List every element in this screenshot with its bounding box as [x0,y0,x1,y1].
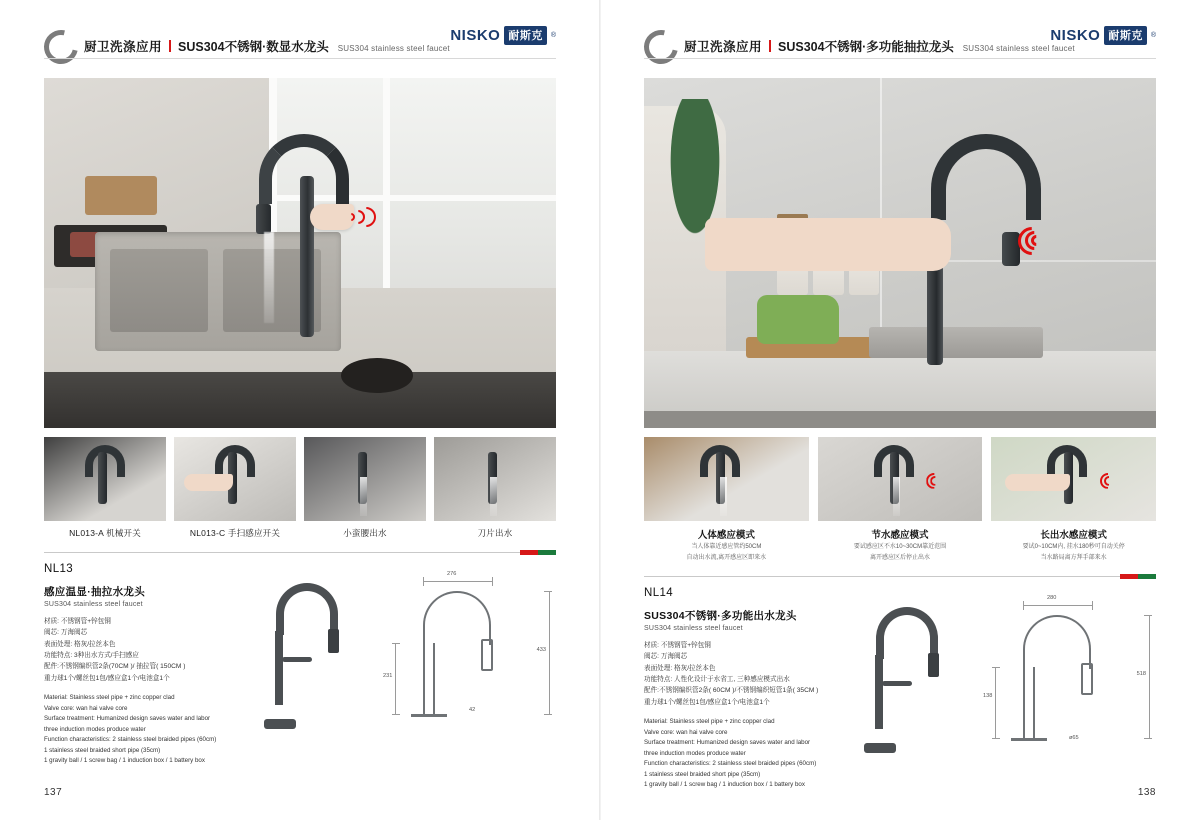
spec-list-en [644,717,840,791]
spec-list-cn [44,616,240,684]
header-divider-bar [769,40,771,52]
mode-desc-line: 自动出水流,离开感应区即来水 [686,555,767,561]
mode-desc-line: 要试0~10CM内, 挂水180秒可自动关停 [1022,544,1125,550]
mode-caption [991,527,1156,563]
mode-title: 节水感应模式 [871,530,929,541]
spec-line: 表面处理: 格灰/拉丝本色 [644,664,716,672]
mode-caption [644,527,809,563]
dimension-label-right: 433 [536,647,546,653]
spec-drawings-left [240,563,556,735]
header-model-en: SUS304 stainless steel faucet [962,43,1075,53]
pan-on-counter [341,358,413,393]
dimension-drawing [981,593,1156,755]
spec-line: 表面处理: 格灰/拉丝本色 [44,640,116,648]
color-flag [520,550,556,555]
spec-line: three induction modes produce water [644,749,746,757]
mode-item [991,437,1156,563]
user-hand [310,204,354,230]
mode-image [818,437,983,521]
cabinet-front [644,411,1156,429]
dimension-label-left: 231 [383,673,393,679]
thumbnail-image [44,437,166,521]
kitchen-cabinet [44,372,556,428]
page-number-right: 138 [1137,787,1156,798]
sink-basin [869,327,1043,359]
thumbnail-caption: 小蛮腰出水 [343,528,387,538]
dimension-label-small: 42 [469,707,476,713]
header-divider-bar [169,40,171,52]
product-silhouette [858,603,978,753]
header-category: 厨卫洗涤应用 [84,39,163,54]
brand-name-cn: 耐斯克 [504,26,547,45]
sensor-wave-icon [356,204,380,230]
spec-line: Material: Stainless steel pipe + zinc copper clad [44,693,175,701]
spec-line: three induction modes produce water [44,725,146,733]
brand-trademark-icon: ® [1150,32,1156,39]
thumbnail-caption: NL013-A 机械开关 [69,528,141,538]
brand-logo-left [450,26,556,45]
dimension-label-top: 276 [447,571,457,577]
product-silhouette [258,579,378,729]
spec-line: 1 stainless steel braided short pipe (35cm) [644,770,761,778]
mode-desc-line: 离开感应区后停止出水 [870,555,931,561]
header-title-group [684,37,1075,58]
spec-text-block [44,563,240,767]
spec-line: Function characteristics: 2 stainless steel braided pipes (60cm) [644,760,817,768]
spec-line: 1 gravity ball / 1 screw bag / 1 induction box / 1 battery box [44,757,205,765]
spec-line: Surface treatment: Humanized design saves water and labor [44,715,211,723]
mode-strip-right [644,437,1156,563]
mode-desc-line: 要试感应区不水10~30CM靠近范围 [853,544,947,550]
header-title-group [84,37,450,58]
catalog-page-right [600,0,1200,820]
spec-section-left [44,563,556,767]
product-name-en: SUS304 stainless steel faucet [644,625,743,632]
spec-drawings-right [840,587,1156,759]
header-rule-right [644,58,1156,59]
lettuce [757,295,839,344]
thumbnail-caption: NL013-C 手扫感应开关 [189,528,281,538]
water-stream [264,232,274,323]
brand-name: NISKO [450,27,501,44]
mode-caption [818,527,983,563]
spec-text-block [644,587,840,791]
thumbnail-strip-left [44,437,556,539]
dimension-label-right: 518 [1136,671,1146,677]
thumbnail-item [434,437,556,539]
sensor-wave-icon [1018,225,1048,259]
mode-item [644,437,809,563]
faucet-body [300,176,314,337]
brand-trademark-icon: ® [550,32,556,39]
spec-line: 配件:不锈钢编织管2条(70CM )/ 抽拉管( 150CM ) [44,663,186,671]
spec-line: 1 gravity ball / 1 screw bag / 1 induction box / 1 battery box [644,781,805,789]
thumbnail-caption: 刀片出水 [477,528,513,538]
spec-line: 材质: 不锈钢管+锌包铜 [44,618,111,625]
thumbnail-item [44,437,166,539]
mode-desc-line: 当人体靠近感应管约50CM [691,544,762,550]
product-name-cn: SUS304不锈钢·多功能出水龙头 [644,610,797,622]
spec-line: Function characteristics: 2 stainless steel braided pipes (60cm) [44,736,217,744]
spec-line: Valve core: wan hai valve core [644,728,728,736]
hero-image-left [44,78,556,428]
spec-line: 功能特点: 人性化设计于水省工, 三种感应模式出水 [644,675,790,683]
mode-title: 人体感应模式 [697,530,755,541]
dimension-label-top: 280 [1047,595,1057,601]
header-rule-left [44,58,556,59]
thumbnail-item [304,437,426,539]
spec-line: Surface treatment: Humanized design saves water and labor [644,739,811,747]
mode-desc-line: 当水路局离方拜手部来水 [1040,555,1107,561]
spec-line: 1 stainless steel braided short pipe (35cm) [44,746,161,754]
spec-list-en [44,693,240,767]
spec-list-cn [644,640,840,708]
header-model-cn: SUS304不锈钢·多功能抽拉龙头 [778,39,954,54]
product-code: NL14 [644,587,674,599]
header-model-en: SUS304 stainless steel faucet [337,43,450,53]
spec-line: Valve core: wan hai valve core [44,704,128,712]
thumbnail-image [434,437,556,521]
mode-image [991,437,1156,521]
product-name-cn: 感应温显·抽拉水龙头 [44,586,145,598]
dimension-label-left: 138 [983,693,993,699]
color-flag [1120,574,1156,579]
spec-line: 重力球1个/螺丝包1包/感应盒1个/电池盒1个 [44,674,170,682]
page-number-left: 137 [44,787,63,798]
thumbnail-image [174,437,296,521]
section-rule-left [44,552,556,553]
spec-line: 重力球1个/螺丝包1包/感应盒1个/电池盒1个 [644,698,770,706]
hero-image-right [644,78,1156,428]
brand-name-cn: 耐斯克 [1104,26,1147,45]
egg-tray [85,176,157,215]
product-code: NL13 [44,563,74,575]
thumbnail-image [304,437,426,521]
faucet-spout-head [256,204,271,234]
dimension-drawing [381,569,556,731]
spec-section-right [644,587,1156,791]
mode-title: 长出水感应模式 [1040,530,1107,541]
spec-line: 功能特点: 3种出水方式/手扫感应 [44,651,139,659]
spec-line: Material: Stainless steel pipe + zinc copper clad [644,717,775,725]
thumbnail-item [174,437,296,539]
brand-name: NISKO [1050,27,1101,44]
dimension-label-small: ø65 [1069,735,1079,741]
spec-line: 配件:不锈钢编织管2条( 60CM )/不锈钢编织短管1条( 35CM ) [644,687,819,695]
header-category: 厨卫洗涤应用 [684,39,763,54]
brand-logo-right [1050,26,1156,45]
spec-line: 阀芯: 万海阀芯 [44,629,88,637]
user-hand [705,218,951,271]
product-name-en: SUS304 stainless steel faucet [44,601,143,608]
mode-item [818,437,983,563]
section-rule-right [644,576,1156,577]
mode-image [644,437,809,521]
header-model-cn: SUS304不锈钢·数显水龙头 [178,39,329,54]
spec-line: 阀芯: 万海阀芯 [644,653,688,661]
spec-line: 材质: 不锈钢管+锌包铜 [644,642,711,649]
